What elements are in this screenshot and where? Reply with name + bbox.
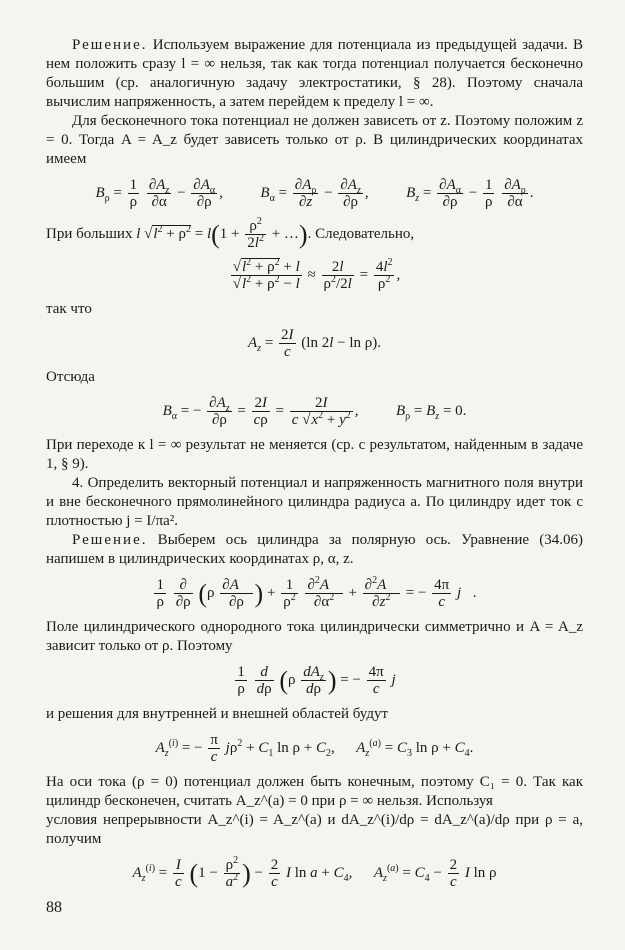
solution-2-text: Выберем ось цилиндра за полярную ось. Уравнение (34.06) напишем в цилиндрических координатах ρ, α, z. [46,532,583,567]
equation-ratio: $\frac{√l^2 + \rho^2 + l}{√l^2 + \rho^2 - l}$ ≈ $\frac{2l}{\rho^2/2l}$ = $\frac{4l^2}{\rho^2}$ , [232,257,401,292]
page-number: 88 [46,899,62,916]
paragraph-symmetry: Поле цилиндрического однородного тока цилиндрически симметрично и A = A_z зависит только от ρ. Поэтому [46,619,583,654]
paragraph-solution-2 [46,531,583,569]
paragraph-problem-4: 4. Определить векторный потенциал и напряженность магнитного поля внутри и вне бесконечного прямолинейного цилиндра радиуса a. По цилиндру идет ток с плотностью j = I/πa². [46,475,583,529]
paragraph-solutions: и решения для внутренней и внешней областей будут [46,706,389,722]
paragraph-so-that: так что [46,301,92,317]
paragraph-hence: Отсюда [46,369,95,385]
paragraph-axis-condition: На оси тока (ρ = 0) потенциал должен быть конечным, поэтому C₁ = 0. Так как цилиндр бесконечен, считать A_z^(a) = 0 при ρ = ∞ нельзя. Используя [46,774,583,809]
equation-Az: $A_z$ = $\frac{2I}{c}$ (ln 2l − ln ρ). [248,327,381,360]
equation-laplace: $\frac{1}{\rho}$ $\frac{\partial}{\partial\rho}$ (ρ $\frac{\partial A⃗}{\partial\rho}$ ) + $\frac{1}{\rho^2}$ $\frac{\partial^2A⃗}{\partial\alpha^2}$ + $\frac{\partial^2A⃗}{\partial z^2}$ = − $\frac{4\pi}{c}$ j⃗. [156,575,477,610]
equation-ode: $\frac{1}{\rho}$ $\frac{d}{d\rho}$ (ρ $\frac{dA_z}{d\rho}$ ) = − $\frac{4\pi}{c}$ j [237,664,396,697]
solution-label-2: Решение. [72,532,148,548]
equation-final: $A_z^{(i)}$ = $\frac{I}{c}$ (1 − $\frac{\rho^2}{a^2}$ ) − $\frac{2}{c}$ I $\ln a + C_4$, $A_z^{(a)} = C_4$ − $\frac{2}{c}$ I ln ρ [132,855,497,890]
equation-curl-components: $B_\rho$ = $\frac{1}{\rho}$ $\frac{\partial A_z}{\partial\alpha}$ − $\frac{\partial A_\alpha}{\partial\rho}$ , $B_\alpha$ = $\frac{\partial A_\rho}{\partial z}$ − $\frac{\partial A_z}{\partial\rho}$ , $B_z$ = $\frac{\partial A_\alpha}{\partial\rho}$ − $\frac{1}{\rho}$ $\frac{\partial A_\rho}{\partial\alpha}$ . [95,177,534,210]
paragraph-infinite-current: Для бесконечного тока потенциал не должен зависеть от z. Поэтому положим z = 0. Тогда A = A_z будет зависеть только от ρ. В цилиндрических координатах имеем [46,113,583,167]
paragraph-continuity: условия непрерывности A_z^(i) = A_z^(a) и dA_z^(i)/dρ = dA_z^(a)/dρ при ρ = a, получим [46,812,583,847]
equation-solutions: $A_z^{(i)}$ = − $\frac{\pi}{c}$ $j\rho^2 + C_1$ $\ln \rho + C_2$, $A_z^{(a)} = C_3$ $\ln \rho + C_4$. [155,732,474,765]
paragraph-limit: При переходе к l = ∞ результат не меняется (ср. с результатом, найденным в задаче 1, § 9). [46,437,583,472]
equation-B-field: $B_\alpha$ = − $\frac{\partial A_z}{\partial\rho}$ = $\frac{2I}{c\rho}$ = $\frac{2I}{c √x^2 + y^2}$ , $B_\rho = B_z = 0$. [162,395,467,428]
solution-label: Решение. [72,37,148,53]
solution-1-text: Используем выражение для потенциала из предыдущей задачи. В нем положить сразу l = ∞ нельзя, так как тогда потенциал получается бесконечно большим (ср. аналогичную задачу электростатики, § 28). Поэтому сначала вычислим напряженность, а затем перейдем к пределу l = ∞. [46,37,583,110]
equation-expansion: При больших l $√l^2 + \rho^2 = l(1$ + $\frac{\rho^2}{2l^2}$ + …). Следовательно, [46,216,415,251]
paragraph-solution-1 [46,36,583,112]
